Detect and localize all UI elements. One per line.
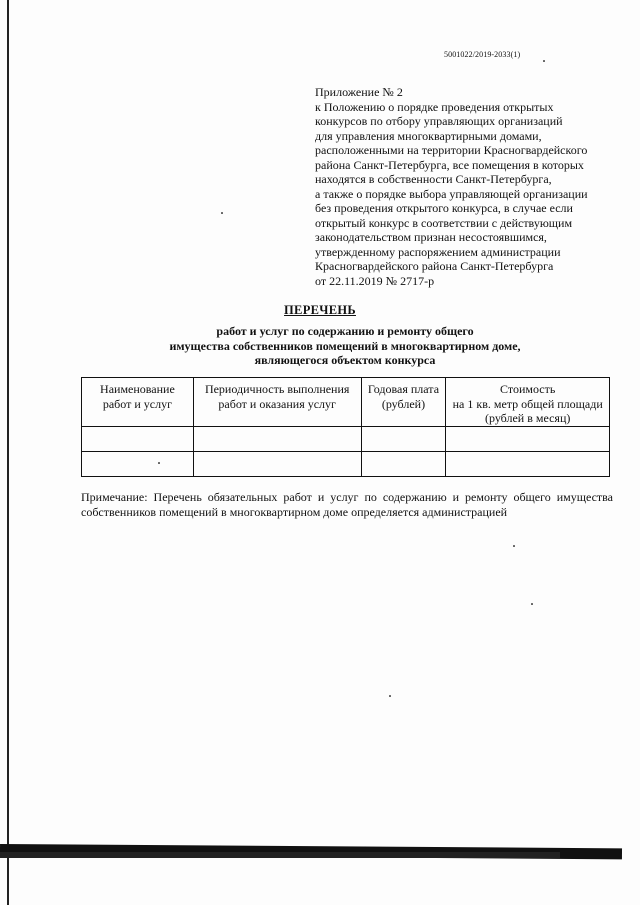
appendix-line: законодательством признан несостоявшимся, — [315, 230, 547, 244]
table-cell — [361, 426, 446, 451]
appendix-line: Красногвардейского района Санкт-Петербурга — [315, 259, 554, 273]
table-cell — [193, 451, 361, 476]
scan-left-edge — [7, 0, 9, 905]
table-cell — [446, 426, 610, 451]
header-cost-per-sqm: Стоимость на 1 кв. метр общей площади (рублей в месяц) — [446, 378, 610, 427]
appendix-block — [315, 85, 615, 288]
scan-speck — [531, 603, 533, 605]
appendix-line: от 22.11.2019 № 2717-р — [315, 273, 435, 288]
appendix-line: Приложение № 2 — [315, 85, 403, 99]
scan-bottom-bar-shadow — [0, 852, 560, 858]
table-row — [82, 426, 610, 451]
appendix-line: открытый конкурс в соответствии с действующим — [315, 215, 573, 230]
appendix-line: района Санкт-Петербурга, все помещения в которых — [315, 157, 584, 172]
services-table — [81, 377, 610, 477]
subtitle-line: имущества собственников помещений в многоквартирном доме, — [169, 338, 521, 353]
appendix-line: к Положению о порядке проведения открытых — [315, 99, 554, 114]
scan-speck — [543, 60, 545, 62]
table-cell — [361, 451, 446, 476]
table-cell — [446, 451, 610, 476]
document-number: 5001022/2019-2033(1) — [444, 50, 521, 59]
header-periodicity: Периодичность выполнения работ и оказания услуг — [193, 378, 361, 427]
header-service-name: Наименование работ и услуг — [82, 378, 194, 427]
subtitle-line: являющегося объектом конкурса — [254, 353, 436, 367]
appendix-line: утвержденному распоряжением администрации — [315, 244, 561, 259]
scan-speck — [158, 462, 160, 464]
appendix-line: находятся в собственности Санкт-Петербурга, — [315, 172, 552, 186]
footnote: Примечание: Перечень обязательных работ и услуг по содержанию и ремонту общего имущества собственников помещений в многоквартирном доме определяется администрацией — [81, 490, 613, 519]
table-cell — [82, 426, 194, 451]
document-title: ПЕРЕЧЕНЬ — [284, 303, 356, 317]
document-subtitle — [0, 324, 640, 368]
scan-speck — [389, 695, 391, 697]
appendix-line: расположенными на территории Красногвардейского — [315, 143, 588, 157]
table-cell — [193, 426, 361, 451]
appendix-line: для управления многоквартирными домами, — [315, 128, 542, 143]
table-header-row — [82, 378, 610, 427]
appendix-line: а также о порядке выбора управляющей организации — [315, 186, 588, 201]
appendix-line: конкурсов по отбору управляющих организаций — [315, 114, 563, 128]
appendix-line: без проведения открытого конкурса, в случае если — [315, 201, 573, 215]
scan-speck — [513, 545, 515, 547]
table-row — [82, 451, 610, 476]
table-cell — [82, 451, 194, 476]
header-annual-fee: Годовая плата (рублей) — [361, 378, 446, 427]
subtitle-line: работ и услуг по содержанию и ремонту общего — [216, 324, 474, 338]
scan-speck — [221, 212, 223, 214]
